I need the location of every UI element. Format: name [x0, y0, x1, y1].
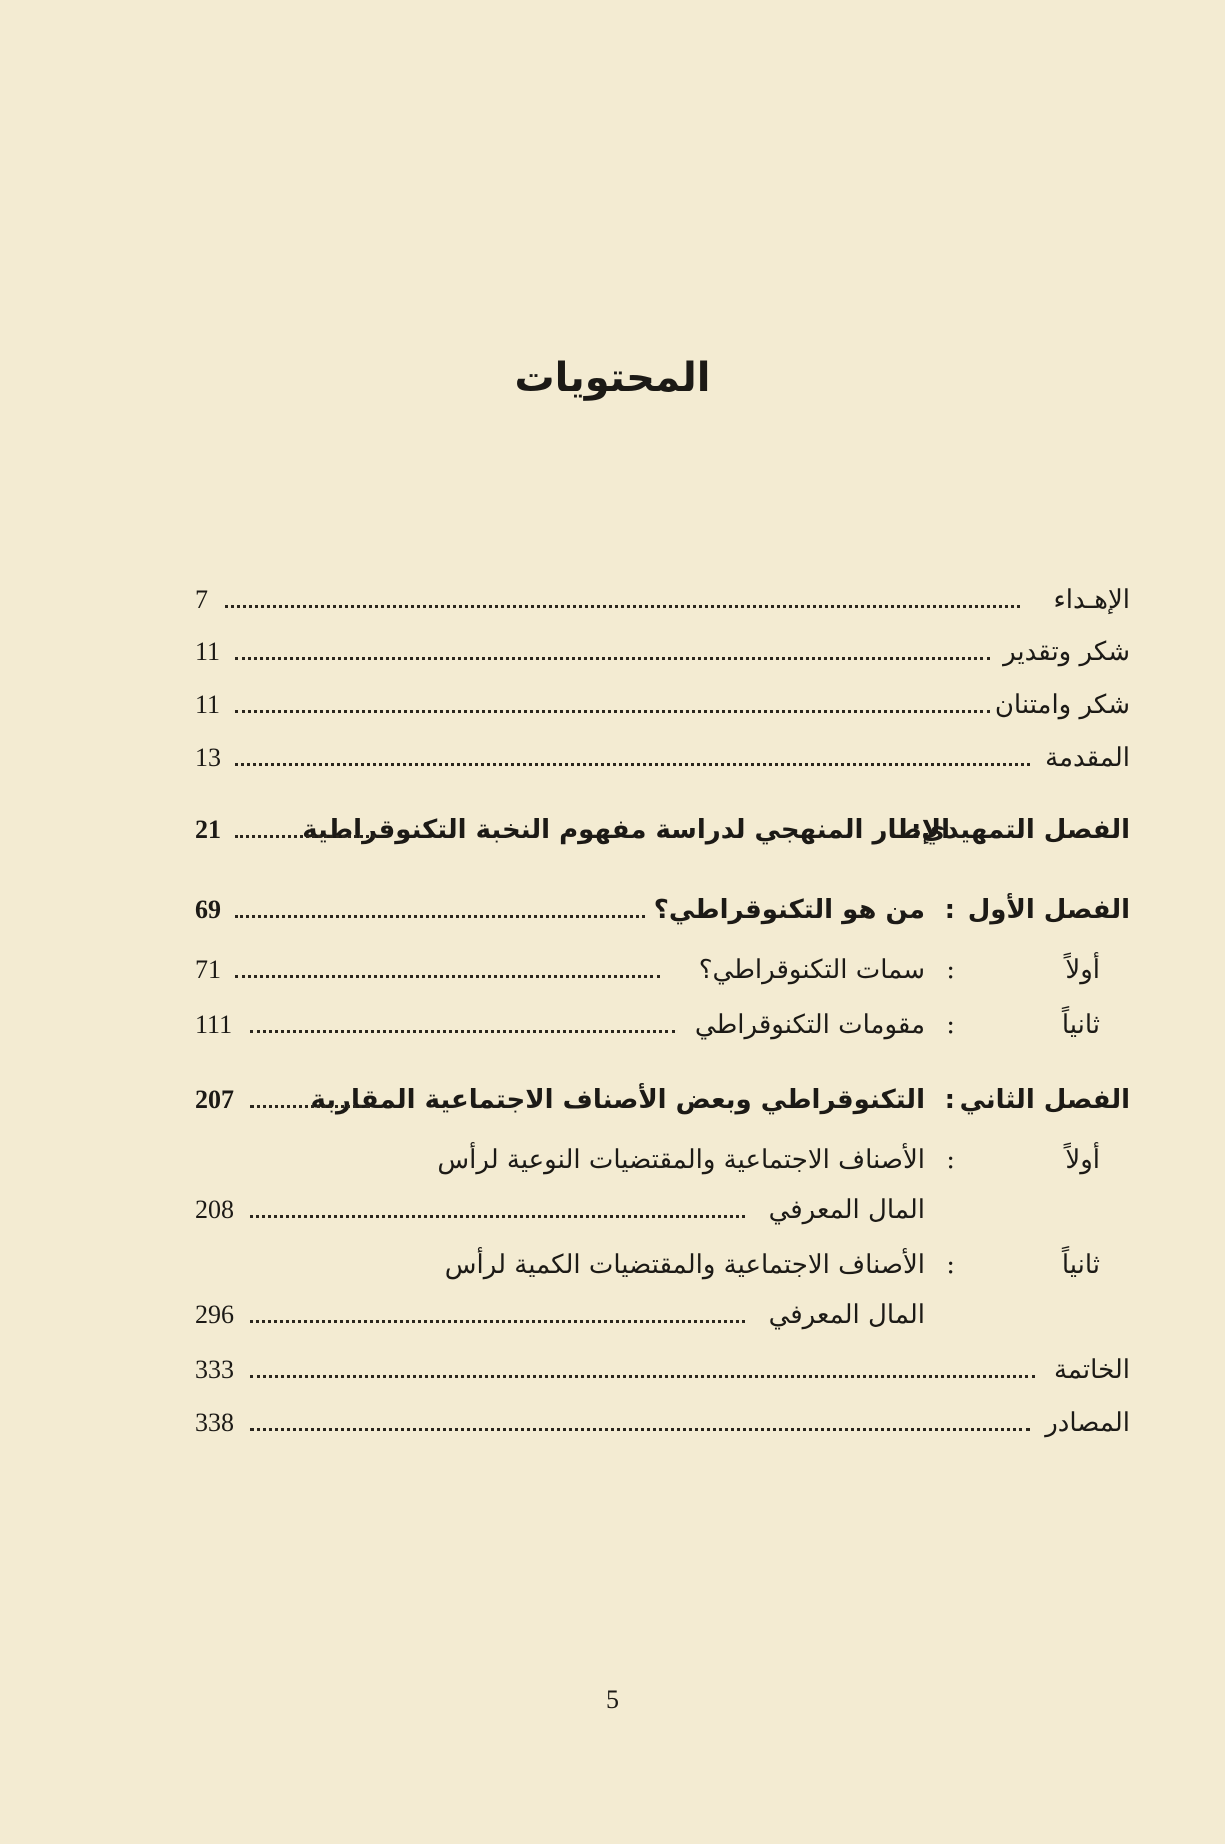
toc-entry-page: 11 — [195, 637, 221, 666]
colon: : — [944, 1085, 955, 1115]
toc-entry-page: 338 — [195, 1408, 234, 1437]
leader-dots — [235, 710, 990, 713]
toc-entry-label: المقدمة — [1045, 743, 1130, 773]
toc-entry-references — [195, 1398, 1130, 1448]
leader-dots — [235, 975, 660, 978]
page-title: المحتويات — [514, 355, 711, 401]
toc-entry-page: 296 — [195, 1300, 234, 1329]
toc-entry-chapter-1 — [195, 885, 1130, 935]
toc-entry-section-2-2 — [195, 1240, 1130, 1290]
toc-entry-preliminary-chapter — [195, 805, 1130, 855]
toc-entry-page: 13 — [195, 743, 221, 772]
colon: : — [946, 955, 955, 985]
leader-dots — [250, 1320, 745, 1323]
toc-entry-label: ثانياً — [1061, 1250, 1100, 1280]
colon: : — [944, 895, 955, 925]
toc-entry-page: 208 — [195, 1195, 234, 1224]
toc-entry-title: سمات التكنوقراطي؟ — [698, 955, 925, 985]
toc-entry-label: الإهـداء — [1053, 585, 1130, 615]
leader-dots — [250, 1375, 1035, 1378]
leader-dots — [235, 835, 375, 838]
leader-dots — [250, 1030, 675, 1033]
toc-entry-title: الأصناف الاجتماعية والمقتضيات الكمية لرأس — [444, 1250, 925, 1280]
toc-entry-title: المال المعرفي — [768, 1300, 925, 1330]
leader-dots — [250, 1215, 745, 1218]
toc-entry-section-2-2-cont — [195, 1290, 1130, 1340]
toc-entry-introduction — [195, 733, 1130, 783]
toc-entry-chapter-2 — [195, 1075, 1130, 1125]
toc-entry-label: أولاً — [1065, 955, 1100, 985]
colon: : — [946, 1010, 955, 1040]
toc-entry-label: الخاتمة — [1053, 1355, 1130, 1385]
toc-entry-title: التكنوقراطي وبعض الأصناف الاجتماعية المقاربة — [310, 1085, 925, 1115]
toc-entry-page: 111 — [195, 1010, 233, 1039]
toc-entry-page: 11 — [195, 690, 221, 719]
toc-entry-title: الأصناف الاجتماعية والمقتضيات النوعية لرأس — [437, 1145, 925, 1175]
toc-entry-label: الفصل الثاني — [959, 1085, 1130, 1115]
toc-entry-page: 207 — [195, 1085, 234, 1114]
toc-entry-label: ثانياً — [1061, 1010, 1100, 1040]
toc-entry-gratitude — [195, 680, 1130, 730]
colon: : — [946, 1250, 955, 1280]
toc-entry-page: 333 — [195, 1355, 234, 1384]
toc-entry-label: الفصل الأول — [967, 895, 1130, 925]
toc-entry-page: 7 — [195, 585, 208, 614]
toc-entry-section-1-1 — [195, 945, 1130, 995]
leader-dots — [235, 657, 990, 660]
leader-dots — [235, 915, 645, 918]
toc-entry-label: الفصل التمهيدي: — [910, 815, 1130, 845]
toc-entry-section-2-1 — [195, 1135, 1130, 1185]
leader-dots — [235, 763, 1030, 766]
toc-entry-thanks — [195, 627, 1130, 677]
toc-entry-page: 21 — [195, 815, 221, 844]
toc-entry-title: مقومات التكنوقراطي — [694, 1010, 925, 1040]
page-number: 5 — [606, 1685, 619, 1714]
toc-entry-page: 69 — [195, 895, 221, 924]
toc-entry-label: المصادر — [1045, 1408, 1130, 1438]
leader-dots — [225, 605, 1020, 608]
toc-entry-section-1-2 — [195, 1000, 1130, 1050]
toc-entry-title: الإطار المنهجي لدراسة مفهوم النخبة التكنوقراطية — [302, 815, 950, 845]
leader-dots — [250, 1428, 1030, 1431]
toc-entry-section-2-1-cont — [195, 1185, 1130, 1235]
toc-entry-conclusion — [195, 1345, 1130, 1395]
leader-dots — [250, 1105, 370, 1108]
toc-entry-label: شكر وامتنان — [994, 690, 1130, 720]
toc-entry-title: المال المعرفي — [768, 1195, 925, 1225]
colon: : — [946, 1145, 955, 1175]
toc-entry-label: شكر وتقدير — [1003, 637, 1130, 667]
toc-entry-label: أولاً — [1065, 1145, 1100, 1175]
toc-entry-page: 71 — [195, 955, 221, 984]
toc-entry-dedication — [195, 575, 1130, 625]
toc-entry-title: من هو التكنوقراطي؟ — [653, 895, 925, 925]
